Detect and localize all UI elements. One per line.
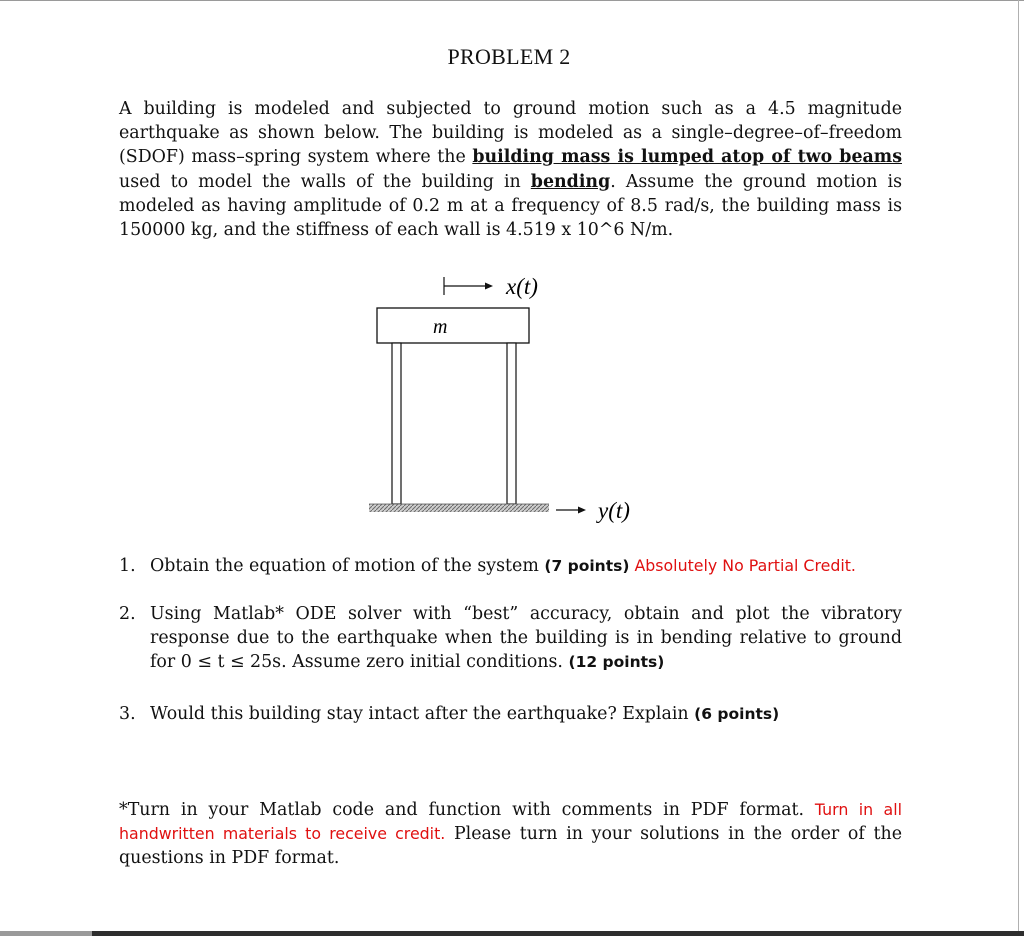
question-text	[150, 602, 902, 675]
label-x-of-t: x(t)	[506, 274, 538, 299]
right-wall-beam	[507, 343, 516, 504]
submission-footnote	[119, 798, 902, 871]
ground-motion-arrow-y	[556, 507, 586, 514]
handwritten-materials-note: Turn in all handwritten materials to receive credit.	[119, 800, 902, 844]
question-body: Using Matlab* ODE solver with “best” accuracy, obtain and plot the vibratory response due to the earthquake when the building is in bending relative to ground for 0 ≤ t ≤ 25s. Assume zero initial conditions.	[150, 604, 902, 673]
footnote-text: Please turn in your solutions in the order of the questions in PDF format.	[119, 824, 902, 869]
scrollbar-thumb[interactable]	[0, 931, 92, 936]
page-top-border	[0, 0, 1024, 1]
question-points: (7 points)	[544, 557, 630, 575]
page-right-border	[1018, 0, 1019, 936]
question-body: Obtain the equation of motion of the system	[150, 556, 545, 576]
question-number: 2.	[119, 604, 136, 624]
question-number: 1.	[119, 556, 136, 576]
question-points: (12 points)	[568, 653, 665, 672]
statement-emphasis-bending: bending	[530, 171, 611, 192]
statement-emphasis-mass: building mass is lumped atop of two beams	[472, 147, 902, 168]
ground-base	[369, 504, 549, 512]
question-text	[150, 554, 902, 578]
left-wall-beam	[392, 343, 401, 504]
no-partial-credit-note: Absolutely No Partial Credit.	[629, 556, 856, 575]
scrollbar-track[interactable]	[0, 931, 1024, 936]
question-text	[150, 702, 902, 726]
mass-block	[377, 308, 529, 343]
footnote-text: *Turn in your Matlab code and function with comments in PDF format.	[119, 800, 815, 820]
question-points: (6 points)	[694, 705, 780, 723]
label-mass: m	[433, 316, 448, 338]
problem-statement	[119, 97, 902, 242]
sdof-building-diagram	[360, 266, 660, 528]
label-y-of-t: y(t)	[598, 498, 630, 523]
question-number: 3.	[119, 704, 136, 724]
statement-text: used to model the walls of the building in	[119, 171, 531, 192]
displacement-arrow-x	[444, 277, 493, 295]
statement-text: A building is modeled and subjected to ground motion such as a 4.5 magnitude earthquake as shown below. The building is modeled as a single–degree–of–freedom (SDOF) mass–spring system where the	[119, 99, 902, 168]
question-body: Would this building stay intact after the earthquake? Explain	[150, 704, 695, 724]
statement-text: . Assume the ground motion is modeled as having amplitude of 0.2 m at a frequency of 8.5 rad/s, the building mass is 150000 kg, and the stiffness of each wall is 4.519 x 10^6 N/m.	[119, 171, 903, 241]
page-title: PROBLEM 2	[447, 44, 571, 69]
